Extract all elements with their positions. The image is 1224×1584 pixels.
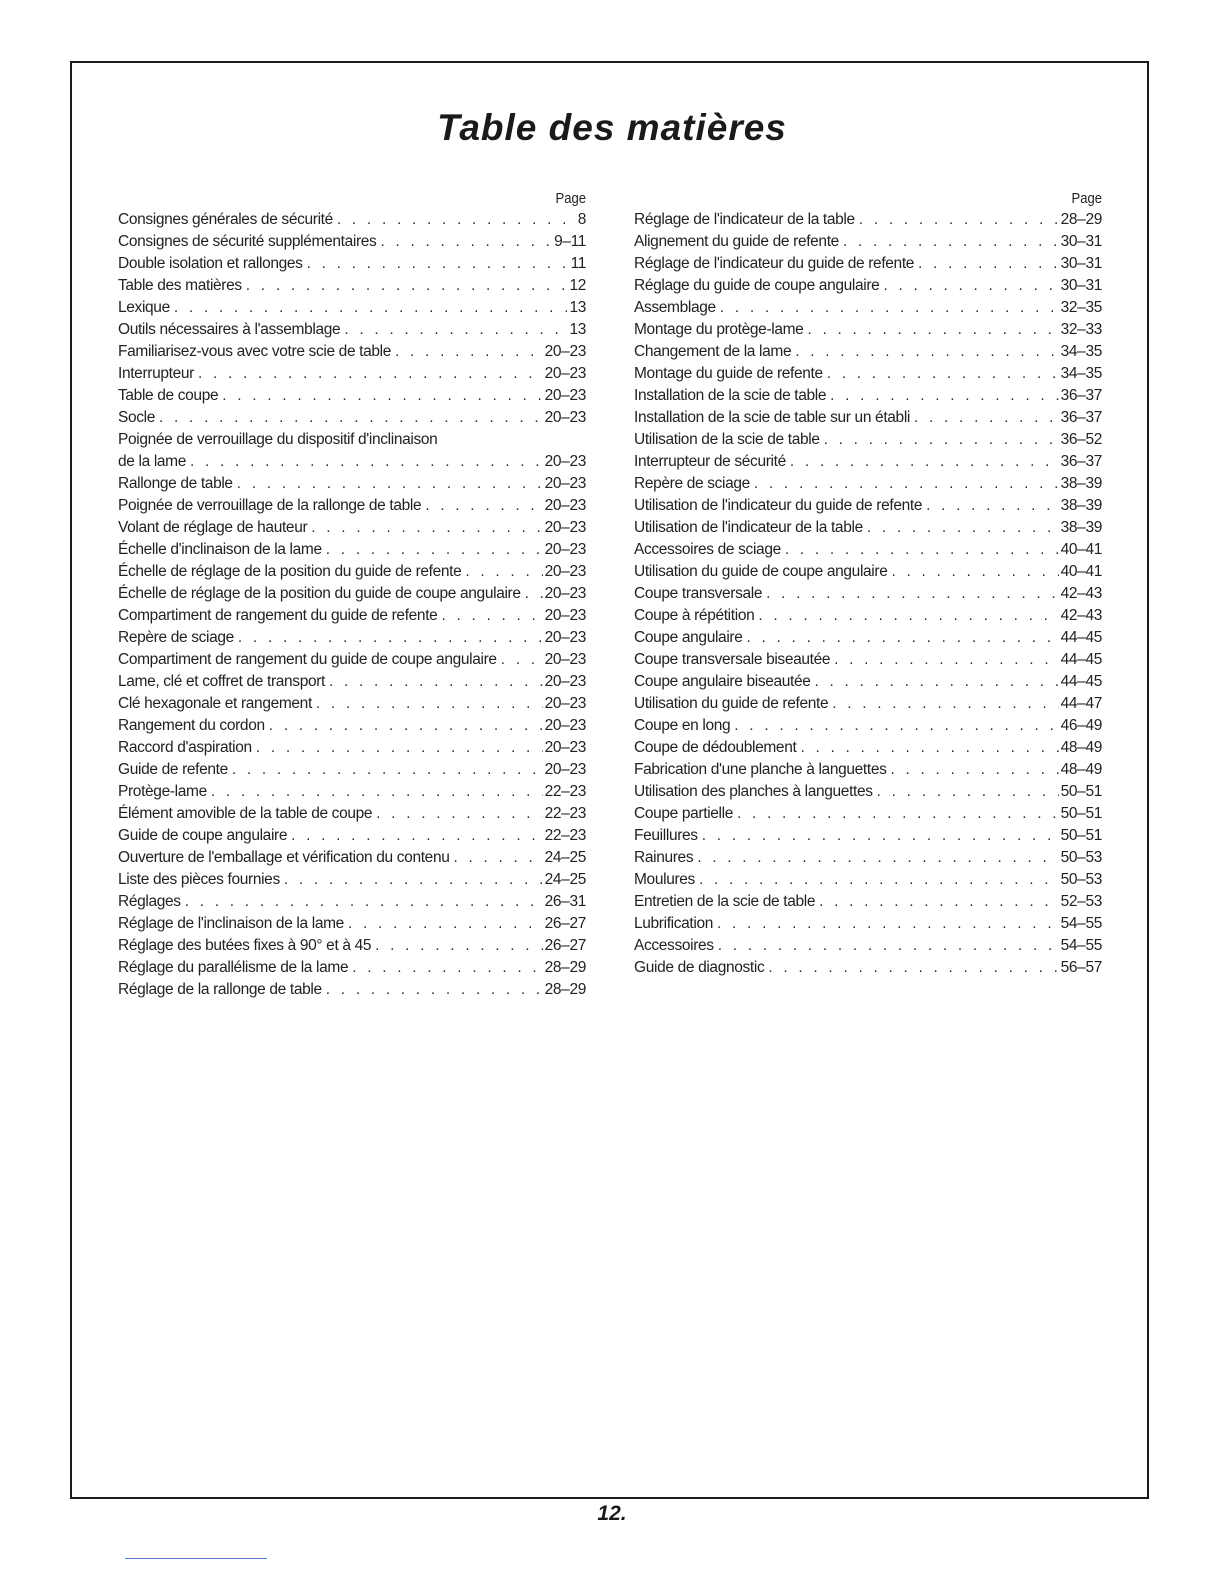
dot-leader [720, 297, 1059, 319]
toc-entry-page: 22–23 [544, 783, 586, 800]
toc-entry-page: 30–31 [1060, 277, 1102, 294]
dot-leader [284, 869, 543, 891]
toc-entry-page: 20–23 [544, 651, 586, 668]
toc-entry [118, 759, 586, 781]
toc-entry [118, 803, 586, 825]
dot-leader [734, 715, 1058, 737]
dot-leader [269, 715, 543, 737]
toc-entry [634, 957, 1102, 979]
toc-entry [634, 847, 1102, 869]
toc-entry-label: Lexique [118, 299, 170, 316]
toc-entry-label: Élément amovible de la table de coupe [118, 805, 373, 822]
toc-entry-label: Feuillures [634, 827, 698, 844]
toc-entry-page: 34–35 [1060, 365, 1102, 382]
toc-entry-label: Compartiment de rangement du guide de refente [118, 607, 438, 624]
dot-leader [211, 781, 543, 803]
toc-entry-page: 40–41 [1060, 541, 1102, 558]
toc-entry-label: Guide de coupe angulaire [118, 827, 288, 844]
dot-leader [737, 803, 1059, 825]
toc-entry-page: 20–23 [544, 541, 586, 558]
toc-entry-label: Assemblage [634, 299, 716, 316]
dot-leader [237, 473, 543, 495]
toc-entry-page: 20–23 [544, 585, 586, 602]
toc-entry-label: Réglage de la rallonge de table [118, 981, 322, 998]
toc-entry-page: 38–39 [1060, 475, 1102, 492]
toc-entry [118, 583, 586, 605]
toc-right-column [634, 189, 1102, 979]
toc-entry [118, 209, 586, 231]
toc-entry-list [634, 209, 1102, 979]
toc-entry-page: 50–51 [1060, 805, 1102, 822]
toc-entry [634, 253, 1102, 275]
toc-entry-label: Consignes générales de sécurité [118, 211, 333, 228]
toc-entry-label: Compartiment de rangement du guide de coupe angulaire [118, 651, 497, 668]
toc-entry [118, 451, 586, 473]
toc-entry-page: 28–29 [544, 959, 586, 976]
toc-entry [118, 627, 586, 649]
toc-entry [634, 737, 1102, 759]
toc-entry-page: 20–23 [544, 365, 586, 382]
toc-entry-label: Interrupteur de sécurité [634, 453, 786, 470]
toc-entry-label: Coupe angulaire biseautée [634, 673, 811, 690]
toc-entry-label: Réglage de l'indicateur de la table [634, 211, 855, 228]
toc-entry [634, 781, 1102, 803]
toc-entry-label: Utilisation de la scie de table [634, 431, 820, 448]
toc-entry-page: 30–31 [1060, 233, 1102, 250]
toc-entry-page: 44–45 [1060, 673, 1102, 690]
toc-entry-page: 34–35 [1060, 343, 1102, 360]
toc-entry-label: Montage du guide de refente [634, 365, 823, 382]
dot-leader [702, 825, 1059, 847]
toc-entry [634, 715, 1102, 737]
toc-entry [634, 869, 1102, 891]
toc-entry-label: Poignée de verrouillage du dispositif d'inclinaison [118, 431, 438, 448]
dot-leader [815, 671, 1059, 693]
footer-rule [125, 1558, 267, 1559]
dot-leader [329, 671, 543, 693]
toc-entry [634, 627, 1102, 649]
toc-entry-label: Utilisation de l'indicateur du guide de refente [634, 497, 923, 514]
toc-entry-page: 38–39 [1060, 519, 1102, 536]
toc-entry [118, 847, 586, 869]
dot-leader [819, 891, 1059, 913]
toc-entry [634, 913, 1102, 935]
toc-entry-page: 36–37 [1060, 387, 1102, 404]
toc-entry [634, 231, 1102, 253]
toc-entry [634, 671, 1102, 693]
toc-entry-label: Réglage de l'indicateur du guide de refente [634, 255, 915, 272]
toc-entry [634, 429, 1102, 451]
dot-leader [699, 869, 1059, 891]
dot-leader [501, 649, 543, 671]
dot-leader [867, 517, 1059, 539]
toc-entry-page: 20–23 [544, 717, 586, 734]
toc-entry [634, 385, 1102, 407]
toc-entry [634, 803, 1102, 825]
toc-entry [118, 935, 586, 957]
toc-entry [118, 825, 586, 847]
dot-leader [222, 385, 542, 407]
toc-entry [634, 583, 1102, 605]
dot-leader [800, 737, 1058, 759]
dot-leader [380, 231, 552, 253]
toc-entry-label: Guide de diagnostic [634, 959, 765, 976]
toc-entry [118, 605, 586, 627]
toc-entry [118, 869, 586, 891]
dot-leader [291, 825, 543, 847]
toc-entry-label: Accessoires [634, 937, 714, 954]
toc-entry [118, 231, 586, 253]
toc-entry [634, 517, 1102, 539]
toc-entry-label: Changement de la lame [634, 343, 792, 360]
toc-entry [118, 715, 586, 737]
toc-entry-page: 50–51 [1060, 783, 1102, 800]
toc-entry-page: 20–23 [544, 343, 586, 360]
toc-entry-label: Échelle de réglage de la position du guide de coupe angulaire [118, 585, 521, 602]
toc-entry-page: 38–39 [1060, 497, 1102, 514]
toc-entry-label: Utilisation du guide de coupe angulaire [634, 563, 888, 580]
toc-entry-page: 20–23 [544, 761, 586, 778]
dot-leader [311, 517, 542, 539]
toc-entry-label: Coupe à répétition [634, 607, 755, 624]
toc-entry-page: 44–45 [1060, 651, 1102, 668]
toc-entry-label: Rallonge de table [118, 475, 233, 492]
toc-entry-page: 52–53 [1060, 893, 1102, 910]
toc-entry-page: 48–49 [1060, 739, 1102, 756]
toc-entry-page: 20–23 [544, 695, 586, 712]
toc-entry-label: Réglages [118, 893, 181, 910]
dot-leader [232, 759, 543, 781]
toc-entry [634, 649, 1102, 671]
toc-entry-label: Entretien de la scie de table [634, 893, 816, 910]
toc-entry-page: 20–23 [544, 453, 586, 470]
toc-entry [634, 693, 1102, 715]
dot-leader [766, 583, 1059, 605]
toc-entry-page: 50–51 [1060, 827, 1102, 844]
toc-entry-list [118, 209, 586, 1001]
toc-entry [634, 341, 1102, 363]
toc-entry-label: Réglage du guide de coupe angulaire [634, 277, 880, 294]
dot-leader [877, 781, 1059, 803]
dot-leader [316, 693, 543, 715]
dot-leader [425, 495, 542, 517]
toc-entry-page: 8 [577, 211, 586, 228]
toc-entry [634, 407, 1102, 429]
dot-leader [834, 649, 1059, 671]
toc-entry-page: 48–49 [1060, 761, 1102, 778]
toc-entry-page: 50–53 [1060, 849, 1102, 866]
toc-entry [634, 891, 1102, 913]
dot-leader [830, 385, 1058, 407]
dot-leader [525, 583, 543, 605]
toc-entry-page: 36–37 [1060, 453, 1102, 470]
toc-entry-label: Poignée de verrouillage de la rallonge de table [118, 497, 422, 514]
toc-entry-page: 42–43 [1060, 585, 1102, 602]
toc-entry-label: Liste des pièces fournies [118, 871, 280, 888]
toc-entry-label: Volant de réglage de hauteur [118, 519, 308, 536]
toc-entry-page: 26–31 [544, 893, 586, 910]
dot-leader [697, 847, 1058, 869]
toc-entry-label: Utilisation du guide de refente [634, 695, 829, 712]
toc-entry-page: 20–23 [544, 497, 586, 514]
dot-leader [326, 539, 543, 561]
toc-entry-label: Repère de sciage [118, 629, 234, 646]
toc-entry-label: Installation de la scie de table [634, 387, 827, 404]
toc-entry-page: 32–35 [1060, 299, 1102, 316]
dot-leader [190, 451, 543, 473]
toc-entry-label: de la lame [118, 453, 187, 470]
dot-leader [790, 451, 1059, 473]
toc-entry [118, 671, 586, 693]
toc-entry [118, 781, 586, 803]
toc-entry-page: 11 [570, 255, 586, 272]
toc-entry-page: 20–23 [544, 519, 586, 536]
toc-entry-page: 30–31 [1060, 255, 1102, 272]
toc-entry-label: Coupe partielle [634, 805, 734, 822]
toc-entry [118, 693, 586, 715]
dot-leader [352, 957, 542, 979]
toc-entry-page: 22–23 [544, 827, 586, 844]
toc-entry-page: 20–23 [544, 607, 586, 624]
toc-entry [118, 275, 586, 297]
toc-entry [634, 561, 1102, 583]
toc-entry-label: Repère de sciage [634, 475, 750, 492]
dot-leader [718, 935, 1059, 957]
dot-leader [376, 803, 542, 825]
toc-entry-label: Rainures [634, 849, 694, 866]
toc-entry [634, 297, 1102, 319]
toc-entry-label: Familiarisez-vous avec votre scie de table [118, 343, 392, 360]
toc-left-column [118, 189, 586, 1001]
toc-entry-page: 24–25 [544, 871, 586, 888]
toc-entry [118, 913, 586, 935]
toc-entry-label: Double isolation et rallonges [118, 255, 303, 272]
toc-entry [118, 297, 586, 319]
toc-entry-page: 50–53 [1060, 871, 1102, 888]
toc-entry [634, 539, 1102, 561]
dot-leader [883, 275, 1058, 297]
dot-leader [198, 363, 543, 385]
toc-entry-page: 22–23 [544, 805, 586, 822]
toc-entry-label: Ouverture de l'emballage et vérification du contenu [118, 849, 450, 866]
toc-entry [118, 319, 586, 341]
page-title: Table des matières [437, 107, 787, 148]
toc-entry-label: Protège-lame [118, 783, 207, 800]
dot-leader [465, 561, 542, 583]
toc-entry-label: Coupe transversale [634, 585, 763, 602]
dot-leader [348, 913, 543, 935]
toc-entry-page: 54–55 [1060, 937, 1102, 954]
toc-entry-page: 24–25 [544, 849, 586, 866]
toc-entry-label: Moulures [634, 871, 695, 888]
toc-entry-page: 46–49 [1060, 717, 1102, 734]
toc-entry-page: 26–27 [544, 915, 586, 932]
toc-entry [634, 363, 1102, 385]
toc-entry-label: Socle [118, 409, 156, 426]
dot-leader [843, 231, 1059, 253]
dot-leader [754, 473, 1059, 495]
toc-entry [118, 363, 586, 385]
toc-entry [634, 319, 1102, 341]
toc-entry-label: Consignes de sécurité supplémentaires [118, 233, 377, 250]
toc-entry-page: 56–57 [1060, 959, 1102, 976]
toc-entry-label: Guide de refente [118, 761, 228, 778]
dot-leader [891, 561, 1058, 583]
toc-entry [634, 451, 1102, 473]
toc-entry-label: Raccord d'aspiration [118, 739, 252, 756]
toc-entry [118, 253, 586, 275]
toc-entry-label: Rangement du cordon [118, 717, 265, 734]
toc-entry-label: Utilisation des planches à languettes [634, 783, 873, 800]
toc-entry-label: Montage du protège-lame [634, 321, 804, 338]
dot-leader [344, 319, 567, 341]
toc-entry [634, 473, 1102, 495]
toc-entry [634, 759, 1102, 781]
dot-leader [326, 979, 543, 1001]
toc-entry-page: 20–23 [544, 629, 586, 646]
dot-leader [914, 407, 1059, 429]
toc-entry-page: 36–37 [1060, 409, 1102, 426]
toc-entry-page: 32–33 [1060, 321, 1102, 338]
toc-entry-label: Échelle de réglage de la position du guide de refente [118, 563, 462, 580]
dot-leader [307, 253, 569, 275]
toc-entry [118, 561, 586, 583]
dot-leader [453, 847, 542, 869]
page-column-header: Page [1071, 191, 1102, 207]
toc-entry-label: Coupe de dédoublement [634, 739, 797, 756]
toc-entry-label: Utilisation de l'indicateur de la table [634, 519, 863, 536]
dot-leader [827, 363, 1059, 385]
toc-entry-label: Coupe angulaire [634, 629, 743, 646]
dot-leader [375, 935, 543, 957]
toc-entry-label: Accessoires de sciage [634, 541, 781, 558]
toc-entry-label: Outils nécessaires à l'assemblage [118, 321, 341, 338]
toc-entry-page: 9–11 [554, 233, 586, 250]
toc-entry [634, 605, 1102, 627]
toc-entry-page: 13 [569, 299, 586, 316]
dot-leader [337, 209, 576, 231]
toc-entry [118, 407, 586, 429]
toc-entry [118, 385, 586, 407]
toc-entry [118, 341, 586, 363]
page-number: 12. [597, 1502, 627, 1525]
dot-leader [246, 275, 568, 297]
dot-leader [758, 605, 1058, 627]
dot-leader [768, 957, 1058, 979]
toc-entry-page: 20–23 [544, 409, 586, 426]
toc-entry [118, 517, 586, 539]
toc-entry [118, 539, 586, 561]
toc-entry [634, 275, 1102, 297]
toc-entry [118, 979, 586, 1001]
toc-entry-page: 20–23 [544, 387, 586, 404]
dot-leader [747, 627, 1059, 649]
toc-entry-page: 12 [569, 277, 586, 294]
toc-entry [118, 495, 586, 517]
toc-entry [118, 649, 586, 671]
toc-entry-page: 42–43 [1060, 607, 1102, 624]
dot-leader [174, 297, 568, 319]
dot-leader [795, 341, 1058, 363]
page-column-header: Page [555, 191, 586, 207]
dot-leader [824, 429, 1059, 451]
dot-leader [891, 759, 1059, 781]
toc-entry-label: Coupe transversale biseautée [634, 651, 831, 668]
toc-entry-label: Table de coupe [118, 387, 219, 404]
toc-entry-label: Lame, clé et coffret de transport [118, 673, 326, 690]
toc-entry-page: 20–23 [544, 475, 586, 492]
dot-leader [807, 319, 1058, 341]
toc-entry-label: Alignement du guide de refente [634, 233, 839, 250]
dot-leader [918, 253, 1059, 275]
toc-entry-page: 20–23 [544, 739, 586, 756]
toc-entry [118, 473, 586, 495]
toc-entry-page: 44–47 [1060, 695, 1102, 712]
dot-leader [159, 407, 543, 429]
toc-entry-page: 44–45 [1060, 629, 1102, 646]
dot-leader [185, 891, 543, 913]
toc-entry-page: 54–55 [1060, 915, 1102, 932]
toc-entry [634, 825, 1102, 847]
dot-leader [238, 627, 543, 649]
toc-entry [118, 957, 586, 979]
toc-entry-label: Clé hexagonale et rangement [118, 695, 312, 712]
toc-entry-label: Réglage du parallélisme de la lame [118, 959, 349, 976]
toc-entry-label: Échelle d'inclinaison de la lame [118, 541, 322, 558]
toc-entry-label: Interrupteur [118, 365, 194, 382]
toc-entry [118, 737, 586, 759]
toc-entry-page: 28–29 [1060, 211, 1102, 228]
toc-entry-page: 28–29 [544, 981, 586, 998]
dot-leader [441, 605, 542, 627]
toc-entry [634, 209, 1102, 231]
dot-leader [395, 341, 543, 363]
toc-entry [634, 495, 1102, 517]
dot-leader [926, 495, 1059, 517]
toc-entry-page: 13 [569, 321, 586, 338]
toc-entry [118, 429, 586, 451]
dot-leader [859, 209, 1059, 231]
toc-entry-label: Coupe en long [634, 717, 731, 734]
toc-entry-label: Lubrification [634, 915, 714, 932]
dot-leader [717, 913, 1059, 935]
toc-entry-page: 36–52 [1060, 431, 1102, 448]
toc-entry-page: 20–23 [544, 673, 586, 690]
toc-entry-label: Réglage des butées fixes à 90° et à 45 [118, 937, 372, 954]
dot-leader [785, 539, 1059, 561]
dot-leader [256, 737, 543, 759]
toc-entry [634, 935, 1102, 957]
toc-entry-page: 26–27 [544, 937, 586, 954]
toc-entry-page: 40–41 [1060, 563, 1102, 580]
toc-entry-label: Table des matières [118, 277, 242, 294]
toc-entry-label: Réglage de l'inclinaison de la lame [118, 915, 344, 932]
toc-entry-page: 20–23 [544, 563, 586, 580]
toc-entry-label: Fabrication d'une planche à languettes [634, 761, 887, 778]
toc-entry [118, 891, 586, 913]
dot-leader [832, 693, 1058, 715]
toc-entry-label: Installation de la scie de table sur un établi [634, 409, 911, 426]
